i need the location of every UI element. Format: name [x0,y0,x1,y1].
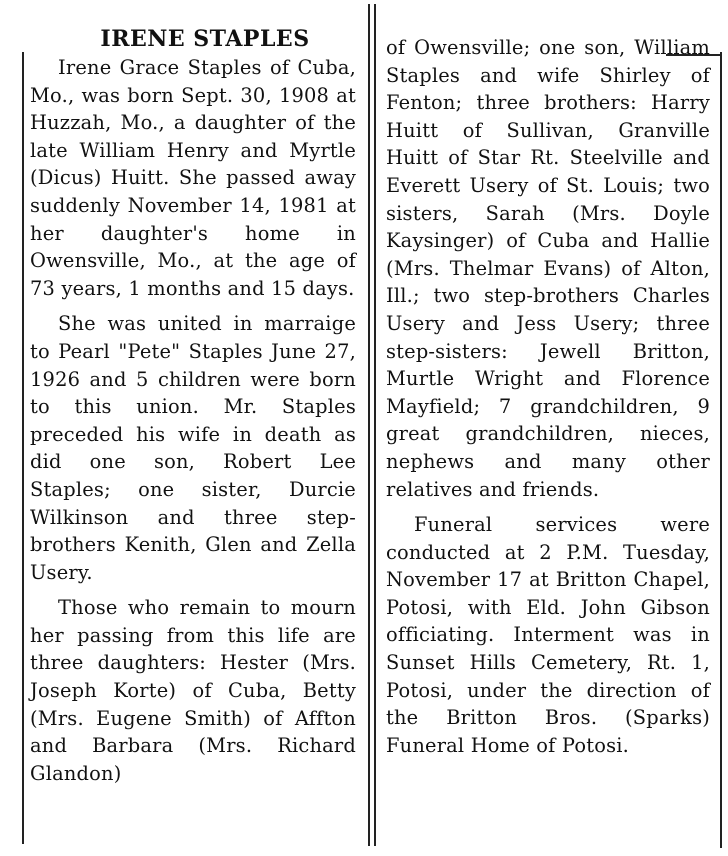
column-rule-left [22,52,24,844]
column-rule-right [720,52,722,848]
obituary-headline: IRENE STAPLES [100,26,310,52]
paragraph-survivors-continued: of Owensville; one son, William Staples and wife Shirley of Fenton; three brothers: Harry Huitt of Sullivan, Granville Huitt of Star Rt. Steelville and Everett Usery of St. Louis; two sisters, Sarah (Mrs. Doyle Kaysinger) of Cuba and Hallie (Mrs. Thelmar Evans) of Alton, Ill.; two step-brothers Charles Usery and Jess Usery; three step-sisters: Jewell Britton, Murtle Wright and Florence Mayfield; 7 grandchildren, 9 great grandchildren, nieces, nephews and many other relatives and friends. [386,36,710,501]
paragraph-marriage: She was united in marraige to Pearl "Pete" Staples June 27, 1926 and 5 children were born to this union. Mr. Staples preceded his wife in death as did one son, Robert Lee Staples; one sister, Durcie Wilkinson and three step-brothers Kenith, Glen and Zella Usery. [30,312,356,584]
column-divider-rule-inner [374,4,376,846]
paragraph-birth-death: Irene Grace Staples of Cuba, Mo., was born Sept. 30, 1908 at Huzzah, Mo., a daughter of the late William Henry and Myrtle (Dicus) Huitt. She passed away suddenly November 14, 1981 at her daughter's home in Owensville, Mo., at the age of 73 years, 1 months and 15 days. [30,56,356,300]
column-divider-rule [368,4,370,846]
right-column [386,34,710,759]
left-column [30,26,356,787]
paragraph-funeral-services: Funeral services were conducted at 2 P.M. Tuesday, November 17 at Britton Chapel, Potosi, with Eld. John Gibson officiating. Interment was in Sunset Hills Cemetery, Rt. 1, Potosi, under the direction of the Britton Bros. (Sparks) Funeral Home of Potosi. [386,513,710,757]
paragraph-survivors-start: Those who remain to mourn her passing from this life are three daughters: Hester (Mrs. Joseph Korte) of Cuba, Betty (Mrs. Eugene Smith) of Affton and Barbara (Mrs. Richard Glandon) [30,596,356,785]
